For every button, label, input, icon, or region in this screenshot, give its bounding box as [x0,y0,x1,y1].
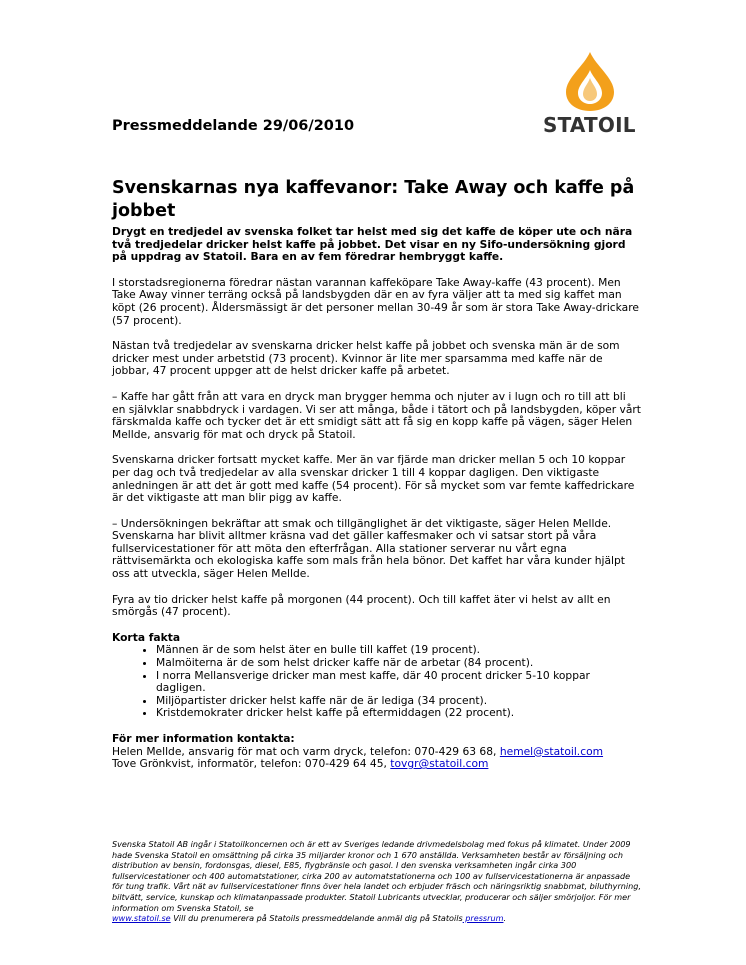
lead-paragraph: Drygt en tredjedel av svenska folket tar helst med sig det kaffe de köper ute och nära två tredjedelar dricker helst kaffe på jobbet. Det visar en ny Sifo-undersökning gjord på uppdrag av Statoil. Bara en av fem föredrar hembryggt kaffe. [112,225,633,264]
paragraph: – Kaffe har gått från att vara en dryck man brygger hemma och njuter av i lugn och ro till att bli en självklar snabbdryck i vardagen. Vi ser att många, både i tätort och på landsbygden, köper vårt färskmalda kaffe och tycker det är ett smidigt sätt att få sig en kopp kaffe på vägen, säger Helen Mellde, ansvarig för mat och dryck på Statoil. [112,389,641,441]
page-title: Svenskarnas nya kaffevanor: Take Away och kaffe på jobbet [112,178,635,221]
statoil-logo [540,50,640,136]
list-item: • Kristdemokrater dricker helst kaffe på eftermiddagen (22 procent). [156,707,642,720]
paragraph: Svenskarna dricker fortsatt mycket kaffe. Mer än var fjärde man dricker mellan 5 och 10 koppar per dag och två tredjedelar av alla svenskar dricker 1 till 4 koppar dagligen. Den viktigaste anledningen är att det är gott med kaffe (54 procent). För så mycket som var femte kaffedrickare är det viktigaste att man blir pigg av kaffe. [112,453,635,505]
contact-text: Tove Grönkvist, informatör, telefon: 070-429 64 45, [112,757,391,771]
facts-heading: Korta fakta [112,630,181,644]
email-link[interactable]: hemel@statoil.com [499,744,604,758]
contact-list [112,746,642,771]
article-body [112,226,642,771]
paragraph: I storstadsregionerna föredrar nästan varannan kaffeköpare Take Away-kaffe (43 procent). Men Take Away vinner terräng också på landsbygden där en av fyra väljer att ta med sig kaffet man köpt (26 procent). Åldersmässigt är det personer mellan 30-49 år som är stora Take Away-drickare (57 procent). [112,275,639,327]
paragraph: Fyra av tio dricker helst kaffe på morgonen (44 procent). Och till kaffet äter vi helst av allt en smörgås (47 procent). [112,592,611,619]
list-item: • Miljöpartister dricker helst kaffe när de är lediga (34 procent). [156,695,642,708]
statoil-drop-icon [560,50,620,112]
list-item: • I norra Mellansverige dricker man mest kaffe, där 40 procent dricker 5-10 koppar dagligen. [156,670,642,695]
facts-list [112,644,642,720]
press-release-date: Pressmeddelande 29/06/2010 [112,118,355,134]
pressroom-link[interactable]: pressrum [462,913,504,924]
footer-text: Svenska Statoil AB ingår i Statoilkoncernen och är ett av Sveriges ledande drivmedelsbolag med fokus på klimatet. Under 2009 hade Svenska Statoil en omsättning på cirka 35 miljarder kronor och 1 670 anställda. Verksamheten består av försäljning och distribution av bensin, fordonsgas, diesel, E85, flygbränsle och gasol. I den svenska verksamheten ingår cirka 300 fullservicestationer och 400 automatstationer, cirka 200 av automatstationerna och 100 av fullservicestationerna är anpassade för tung trafik. Vårt nät av fullservicestationer finns över hela landet och erbjuder fräsch och näringsriktig snabbmat, biluthyrning, biltvätt, service, kunskap och klimatanpassade produkter. Statoil Lubricants utvecklar, producerar och säljer smörjoljor. För mer information om Svenska Statoil, se [112,839,642,913]
paragraph: Nästan två tredjedelar av svenskarna dricker helst kaffe på jobbet och svenska män är de som dricker mest under arbetstid (73 procent). Kvinnor är lite mer sparsamma med kaffe när de jobbar, 47 procent uppger att de helst dricker kaffe på arbetet. [112,339,620,378]
statoil-wordmark: STATOIL [543,113,636,137]
paragraph: – Undersökningen bekräftar att smak och tillgänglighet är det viktigaste, säger Helen Mellde. Svenskarna har blivit alltmer kräsna vad det gäller kaffesmaker och vi satsar stort på våra fullservicestationer för att möta den efterfrågan. Alla stationer serverar nu vårt egna rättvisemärkta och ekologiska kaffe som mals från hela bönor. Det kaffet har våra kunder hjälpt oss att utveckla, säger Helen Mellde. [112,516,625,581]
contact-heading: För mer information kontakta: [112,732,295,745]
contact-text: Helen Mellde, ansvarig för mat och varm dryck, telefon: 070-429 63 68, [112,744,500,758]
footer-text-middle: Vill du prenumerera på Statoils pressmeddelande anmäl dig på Statoils [170,913,463,924]
contact-line [112,758,642,771]
footer-about [112,839,642,924]
website-link[interactable]: www.statoil.se [112,913,171,924]
email-link[interactable]: tovgr@statoil.com [390,757,489,771]
list-item: • Männen är de som helst äter en bulle till kaffet (19 procent). [156,644,642,657]
footer-text-end: . [503,913,507,924]
list-item: • Malmöiterna är de som helst dricker kaffe när de arbetar (84 procent). [156,657,642,670]
